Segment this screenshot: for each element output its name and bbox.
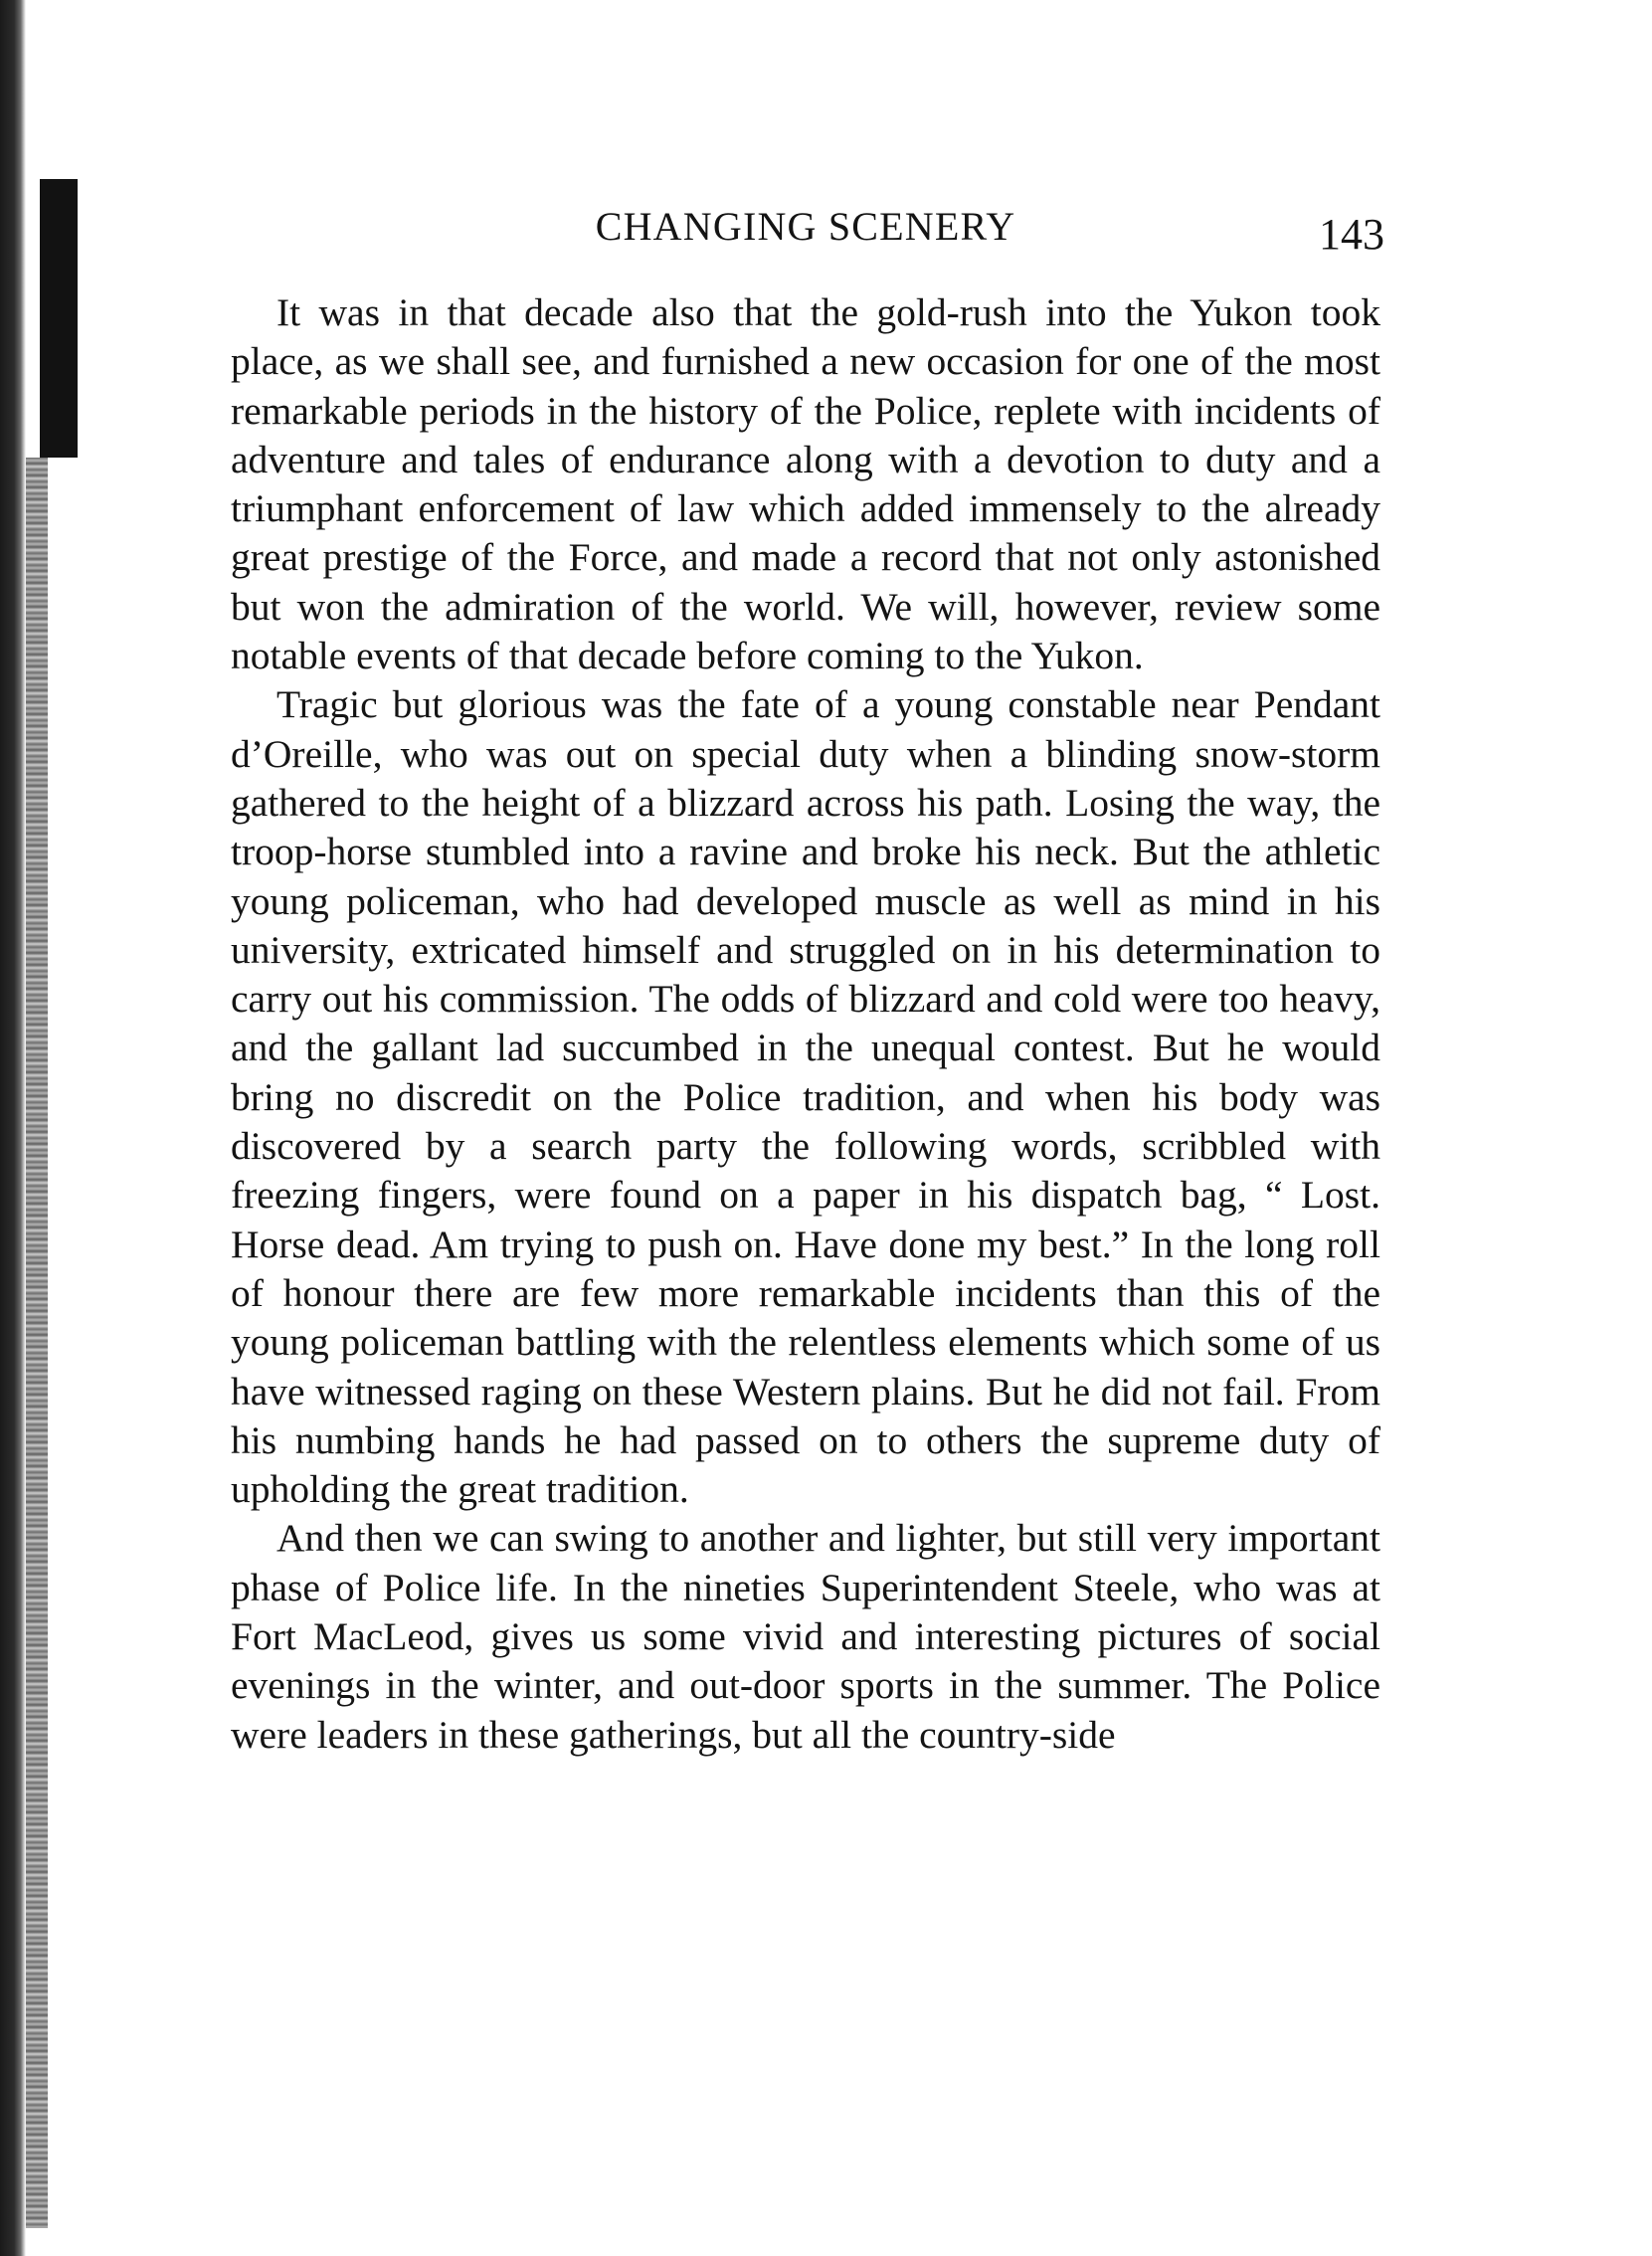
binding-edge: [0, 0, 26, 2256]
binding-edge-dark-band: [40, 179, 78, 458]
binding-edge-texture: [26, 458, 48, 2228]
running-title: CHANGING SCENERY: [595, 204, 1016, 249]
running-head: [231, 203, 1384, 263]
paragraph-young-constable: Tragic but glorious was the fate of a young constable near Pendant d’Oreille, who was out on special duty when a blinding snow-storm gathered to the height of a blizzard across his path. Losing the way, the troop-horse stumbled into a ravine and broke his neck. But the athletic young policeman, who had developed muscle as well as mind in his university, extricated himself and struggled on in his determination to carry out his commission. The odds of blizzard and cold were too heavy, and the gallant lad succumbed in the unequal contest. But he would bring no discredit on the Police tradition, and when his body was discovered by a search party the following words, scribbled with freezing fingers, were found on a paper in his dispatch bag, “ Lost. Horse dead. Am trying to push on. Have done my best.” In the long roll of honour there are few more remarkable incidents than this of the young policeman battling with the relentless elements which some of us have witnessed raging on these Western plains. But he did not fail. From his numbing hands he had passed on to others the supreme duty of upholding the great tradition.: [231, 682, 1380, 1512]
paragraph-gold-rush: It was in that decade also that the gold-rush into the Yukon took place, as we shall see, and furnished a new occasion for one of the most remarkable periods in the history of the Police, replete with incidents of adventure and tales of endurance along with a devotion to duty and a triumphant enforcement of law which added immensely to the already great prestige of the Force, and made a record that not only astonished but won the admiration of the world. We will, however, review some notable events of that decade before coming to the Yukon.: [231, 290, 1380, 678]
paragraph-police-life: And then we can swing to another and lighter, but still very important phase of Police life. In the nineties Superintendent Steele, who was at Fort MacLeod, gives us some vivid and interesting pictures of social evenings in the winter, and out-door sports in the summer. The Police were leaders in these gatherings, but all the country-side: [231, 1516, 1380, 1757]
book-page: [231, 203, 1384, 1760]
page-number: 143: [1319, 210, 1384, 259]
